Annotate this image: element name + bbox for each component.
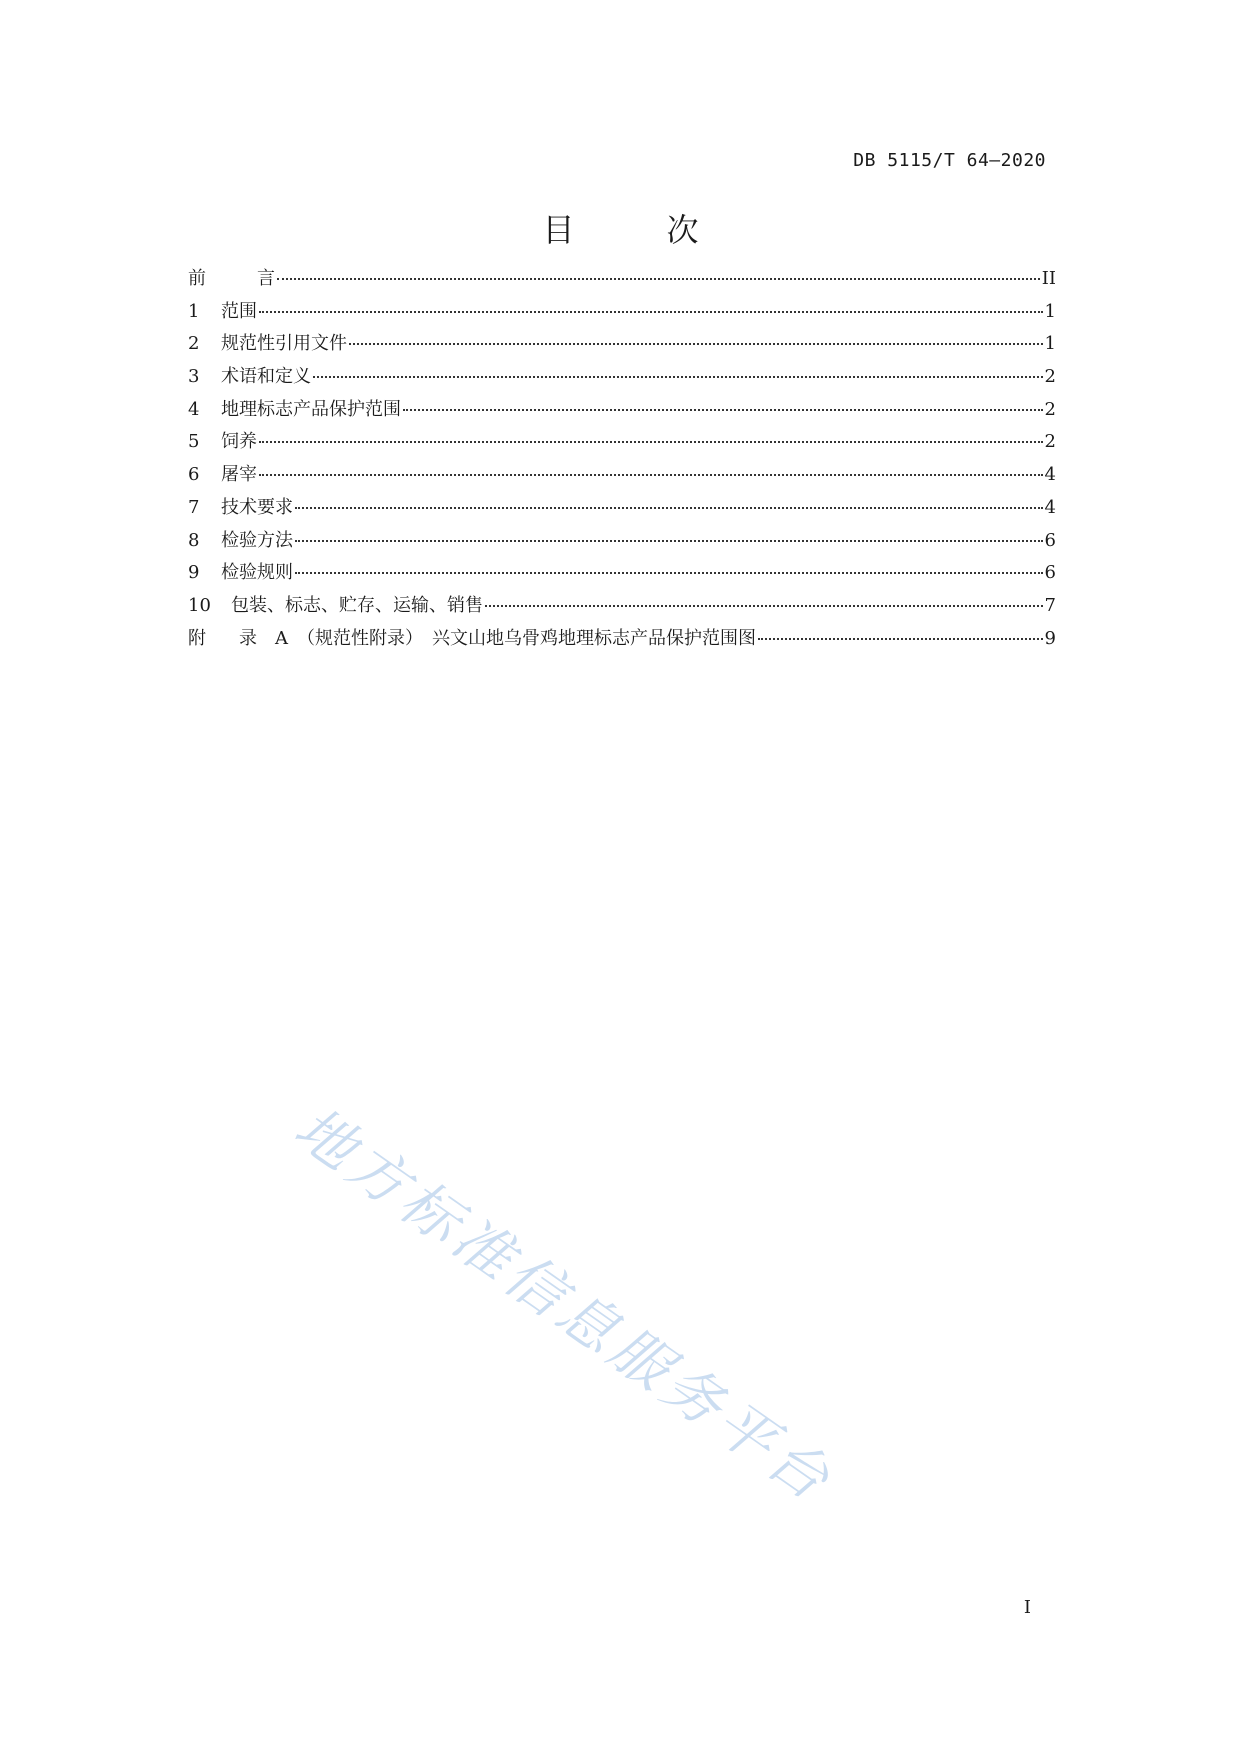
toc-entry-page: 2 xyxy=(1044,366,1056,388)
toc-entry-page: II xyxy=(1041,268,1056,289)
toc-entry-page: 2 xyxy=(1044,431,1056,453)
toc-entry-number: 8 xyxy=(188,529,200,551)
toc-entry-number: 1 xyxy=(188,300,200,322)
toc-title: 目 次 xyxy=(542,211,729,249)
toc-entry-6[interactable] xyxy=(188,460,1056,493)
toc-entry-label: 检验规则 xyxy=(221,562,293,584)
toc-leader-dots xyxy=(403,409,1043,411)
toc-entry-number: 7 xyxy=(188,496,200,518)
toc-entry-2[interactable] xyxy=(188,329,1056,362)
toc-leader-dots xyxy=(277,278,1040,280)
toc-entry-page: 1 xyxy=(1044,300,1056,322)
toc-leader-dots xyxy=(295,540,1043,542)
toc-entry-number: 5 xyxy=(188,431,200,453)
toc-entry-3[interactable] xyxy=(188,362,1056,395)
toc-leader-dots xyxy=(485,605,1043,607)
toc-entry-5[interactable] xyxy=(188,427,1056,460)
toc-entry-page: 6 xyxy=(1044,562,1056,584)
toc-entry-label: 范围 xyxy=(221,300,257,322)
toc-entry-appendix-a[interactable] xyxy=(188,624,1056,657)
toc-entry-label: 技术要求 xyxy=(221,496,293,518)
toc-entry-page: 9 xyxy=(1044,627,1056,649)
table-of-contents xyxy=(188,264,1056,656)
toc-entry-label: 饲养 xyxy=(221,431,257,453)
toc-entry-number: 10 xyxy=(188,594,211,616)
toc-entry-page: 6 xyxy=(1044,529,1056,551)
toc-leader-dots xyxy=(758,638,1043,640)
toc-entry-number: 9 xyxy=(188,562,200,584)
toc-entry-number: 6 xyxy=(188,464,200,486)
toc-entry-number: 3 xyxy=(188,366,200,388)
toc-leader-dots xyxy=(295,507,1043,509)
toc-entry-page: 7 xyxy=(1044,594,1056,616)
toc-entry-label: 规范性引用文件 xyxy=(221,333,347,355)
toc-entry-number: 4 xyxy=(188,398,200,420)
toc-entry-label: 录 A （规范性附录） 兴文山地乌骨鸡地理标志产品保护范围图 xyxy=(221,627,756,649)
toc-entry-label: 屠宰 xyxy=(221,464,257,486)
toc-entry-10[interactable] xyxy=(188,591,1056,624)
toc-entry-number: 附 xyxy=(188,627,206,649)
toc-entry-8[interactable] xyxy=(188,526,1056,559)
toc-entry-label: 包装、标志、贮存、运输、销售 xyxy=(231,594,483,616)
toc-entry-9[interactable] xyxy=(188,558,1056,591)
toc-entry-page: 4 xyxy=(1044,464,1056,486)
toc-leader-dots xyxy=(295,572,1043,574)
document-code: DB 5115/T 64—2020 xyxy=(853,150,1046,171)
toc-entry-page: 4 xyxy=(1044,496,1056,518)
toc-entry-foreword[interactable] xyxy=(188,264,1056,297)
toc-entry-label: 检验方法 xyxy=(221,529,293,551)
page-number: I xyxy=(1023,1597,1031,1618)
toc-entry-label: 术语和定义 xyxy=(221,366,311,388)
toc-leader-dots xyxy=(259,474,1043,476)
toc-entry-page: 2 xyxy=(1044,398,1056,420)
toc-entry-label: 言 xyxy=(221,268,275,289)
toc-entry-number: 前 xyxy=(188,268,206,289)
toc-entry-number: 2 xyxy=(188,333,200,355)
toc-leader-dots xyxy=(259,311,1043,313)
toc-leader-dots xyxy=(349,343,1043,345)
toc-entry-7[interactable] xyxy=(188,493,1056,526)
toc-leader-dots xyxy=(313,376,1043,378)
watermark: 地方标准信息服务平台 xyxy=(282,1093,846,1517)
toc-leader-dots xyxy=(259,441,1043,443)
toc-entry-page: 1 xyxy=(1044,333,1056,355)
toc-entry-label: 地理标志产品保护范围 xyxy=(221,398,401,420)
toc-entry-1[interactable] xyxy=(188,297,1056,330)
toc-entry-4[interactable] xyxy=(188,395,1056,428)
